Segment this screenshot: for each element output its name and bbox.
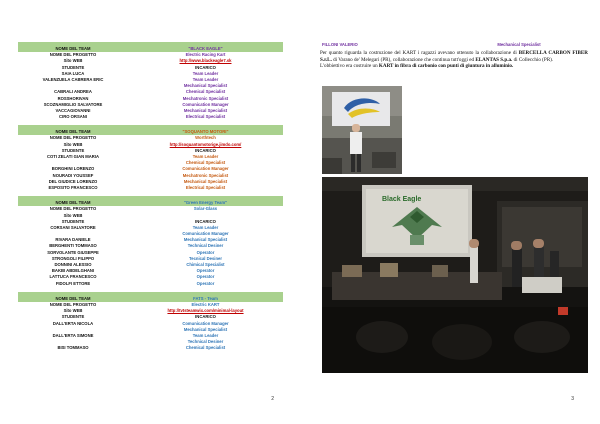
field-value: INCARICO [195, 314, 216, 320]
field-value: Mechatronic Specialist [182, 172, 229, 178]
field-value: Comunication Manager [182, 166, 229, 172]
student-role: Mechanical Specialist [497, 42, 541, 47]
page-number: 3 [571, 396, 574, 402]
field-label: STUDENTE [61, 314, 85, 320]
screen-logo-text: Black Eagle [382, 196, 422, 203]
field-value: INCARICO [195, 147, 216, 153]
field-label: NOME DEL TEAM [18, 200, 128, 206]
field-value: Comunication Manager [182, 101, 229, 107]
field-label: NOME DEL PROGETTO [49, 52, 97, 58]
body-text [320, 50, 588, 70]
student-name: SCOZNAMIGLIO SALVATORE [43, 101, 103, 107]
website-link[interactable]: http://tvtsteamwix.com/minimal-layout [167, 308, 244, 314]
right-page [306, 4, 594, 416]
field-value: Chemical Specialist [185, 345, 226, 351]
field-value: Mechanical Specialist [183, 178, 228, 184]
field-label: NOME DEL TEAM [18, 129, 128, 135]
text-run: di Varano de' Melegari (PR), collaborazione che continua tutt'oggi ed [331, 56, 476, 63]
field-value: Comunication Manager [182, 320, 229, 326]
field-value: Tecnical Desiner [189, 255, 222, 261]
field-label: STUDENTE [61, 218, 85, 224]
student-name: DALL'ERTA NICOLA [52, 320, 94, 326]
field-value: "Green Energy Team" [128, 200, 283, 206]
field-value: Team Leader [192, 70, 219, 76]
field-value: Electrical Specialist [185, 184, 226, 190]
field-value: Team Leader [192, 76, 219, 82]
team-table [18, 42, 283, 120]
field-value: Technical Desiner [187, 339, 224, 345]
student-name: FILLONI VALERIO [322, 42, 358, 47]
website-link[interactable]: http://www.blackeagle7.sk [179, 58, 232, 64]
field-value: Electric Racing Kart [185, 52, 226, 58]
field-value: Electric KART [191, 301, 220, 307]
student-name: SAIA LUCA [61, 70, 85, 76]
field-value: Team Leader [192, 154, 219, 159]
table-row [18, 281, 283, 287]
text-run: di Collecchio (PR). [512, 56, 554, 63]
field-value: Mechanical Specialist [183, 83, 228, 89]
student-name: ROSSHORIVAN [57, 95, 89, 101]
student-name: BORGHINI LORENZO [51, 166, 95, 172]
table-row [18, 345, 283, 351]
student-name: CIRO ORSANI [59, 114, 87, 120]
field-value: Operator [196, 280, 215, 286]
paragraph [320, 63, 588, 70]
field-value: INCARICO [195, 218, 216, 224]
team-table [18, 292, 283, 352]
team-table [18, 125, 283, 191]
table-row [18, 114, 283, 120]
field-value: Operator [196, 249, 215, 255]
presentation-hall-photo [322, 177, 588, 373]
presentation-photo [322, 86, 402, 174]
student-name: FIDOLFI ETTORE [55, 280, 91, 286]
student-name: RIVARA DANIELE [55, 237, 91, 243]
field-value: Operator [196, 274, 215, 280]
student-name: VALENZUELA CABRERA ERIC [42, 76, 104, 82]
text-run: BERCELLA CARBON FIBER S.r.L. [320, 50, 588, 63]
student-name: ESPOSITO FRANCESCO [48, 184, 98, 190]
field-label: NOME DEL TEAM [18, 296, 128, 302]
field-label: NOME DEL PROGETTO [49, 206, 97, 212]
field-value: "SOQUANTO MOTORI" [128, 129, 283, 135]
student-name: BISI TOMMASO [57, 345, 89, 351]
field-value: "BLACK EAGLE" [128, 46, 283, 52]
student-name: LATTUCA FRANCESCO [49, 274, 97, 280]
field-value: Team Leader [192, 224, 219, 230]
website-link[interactable]: http://soquantomotorige.jimdo.com/ [169, 141, 242, 147]
field-label: NOME DEL PROGETTO [49, 301, 97, 307]
text-run: KART in fibra di carbonio con punti di giuntura in alluminio. [378, 63, 514, 70]
team-tables [18, 42, 283, 356]
field-value: Team Leader [192, 332, 219, 338]
text-run: Per quanto riguarda la costruzione del KART i ragazzi avevano ottenuto la collaborazione di [320, 50, 519, 56]
student-name: VACCAGIOVANNI [55, 107, 91, 113]
field-label: Sito WEB [63, 212, 83, 218]
team-table-continued [320, 42, 588, 48]
team-table [18, 196, 283, 287]
table-row [320, 42, 588, 48]
photo-hall-image [322, 177, 588, 373]
field-label: NOME DEL PROGETTO [49, 135, 97, 141]
field-value: INCARICO [195, 64, 216, 70]
field-value: Chemical Specialist [185, 160, 226, 166]
table-row [18, 185, 283, 191]
student-name: CORSANI SALVATORE [50, 224, 96, 230]
student-name: SORVOLANTE GIUSEPPE [47, 249, 99, 255]
student-name: DONNINI ALESSIO [54, 262, 92, 267]
student-name: DEL GIUDICE LORENZO [48, 178, 98, 184]
field-value: Mechanical Specialist [183, 326, 228, 332]
student-name: COTI ZELATI GIAN MARIA [46, 154, 100, 159]
field-value: Mechatronic Specialist [182, 95, 229, 101]
field-value: Solar-Glass [193, 206, 218, 212]
field-label: STUDENTE [61, 64, 85, 70]
field-value: Operator [196, 268, 215, 274]
text-run: L'obbiettivo era costruire un [320, 63, 379, 70]
field-value: Mechanical Specialist [183, 107, 228, 113]
page-number: 2 [271, 396, 274, 402]
paragraph [320, 50, 588, 63]
field-value: Chemical Specialist [185, 89, 226, 95]
field-value: Mechanical Specialist [183, 237, 228, 243]
student-name: NOURADI YOUSSEF [52, 172, 94, 178]
field-value: Chimical Specialist [186, 262, 225, 267]
field-value: Electrical Specialist [185, 114, 226, 120]
field-value: Comunication Manager [182, 231, 229, 237]
field-label: NOME DEL TEAM [18, 46, 128, 52]
field-value: FATS - Team [128, 296, 283, 302]
text-run: ELANTAS S.p.a. [475, 56, 513, 63]
student-name: CABRALI ANDREA [54, 89, 92, 95]
student-name: DALL'ERTA SIMONE [52, 332, 94, 338]
field-value: Worthtech [195, 135, 216, 141]
field-label: STUDENTE [61, 147, 85, 153]
field-label: Sito WEB [63, 58, 83, 64]
student-name: BERGHENTI TOMMASO [49, 243, 97, 249]
field-label: Sito WEB [63, 308, 83, 314]
student-name: STRONGOLI FILIPPO [51, 255, 95, 261]
student-name: BAKBI ABDELGHANI [51, 268, 95, 274]
field-label: Sito WEB [63, 141, 83, 147]
field-value: Technical Desiner [187, 243, 224, 249]
photo-speaker-image [322, 86, 402, 174]
left-page [6, 4, 294, 416]
